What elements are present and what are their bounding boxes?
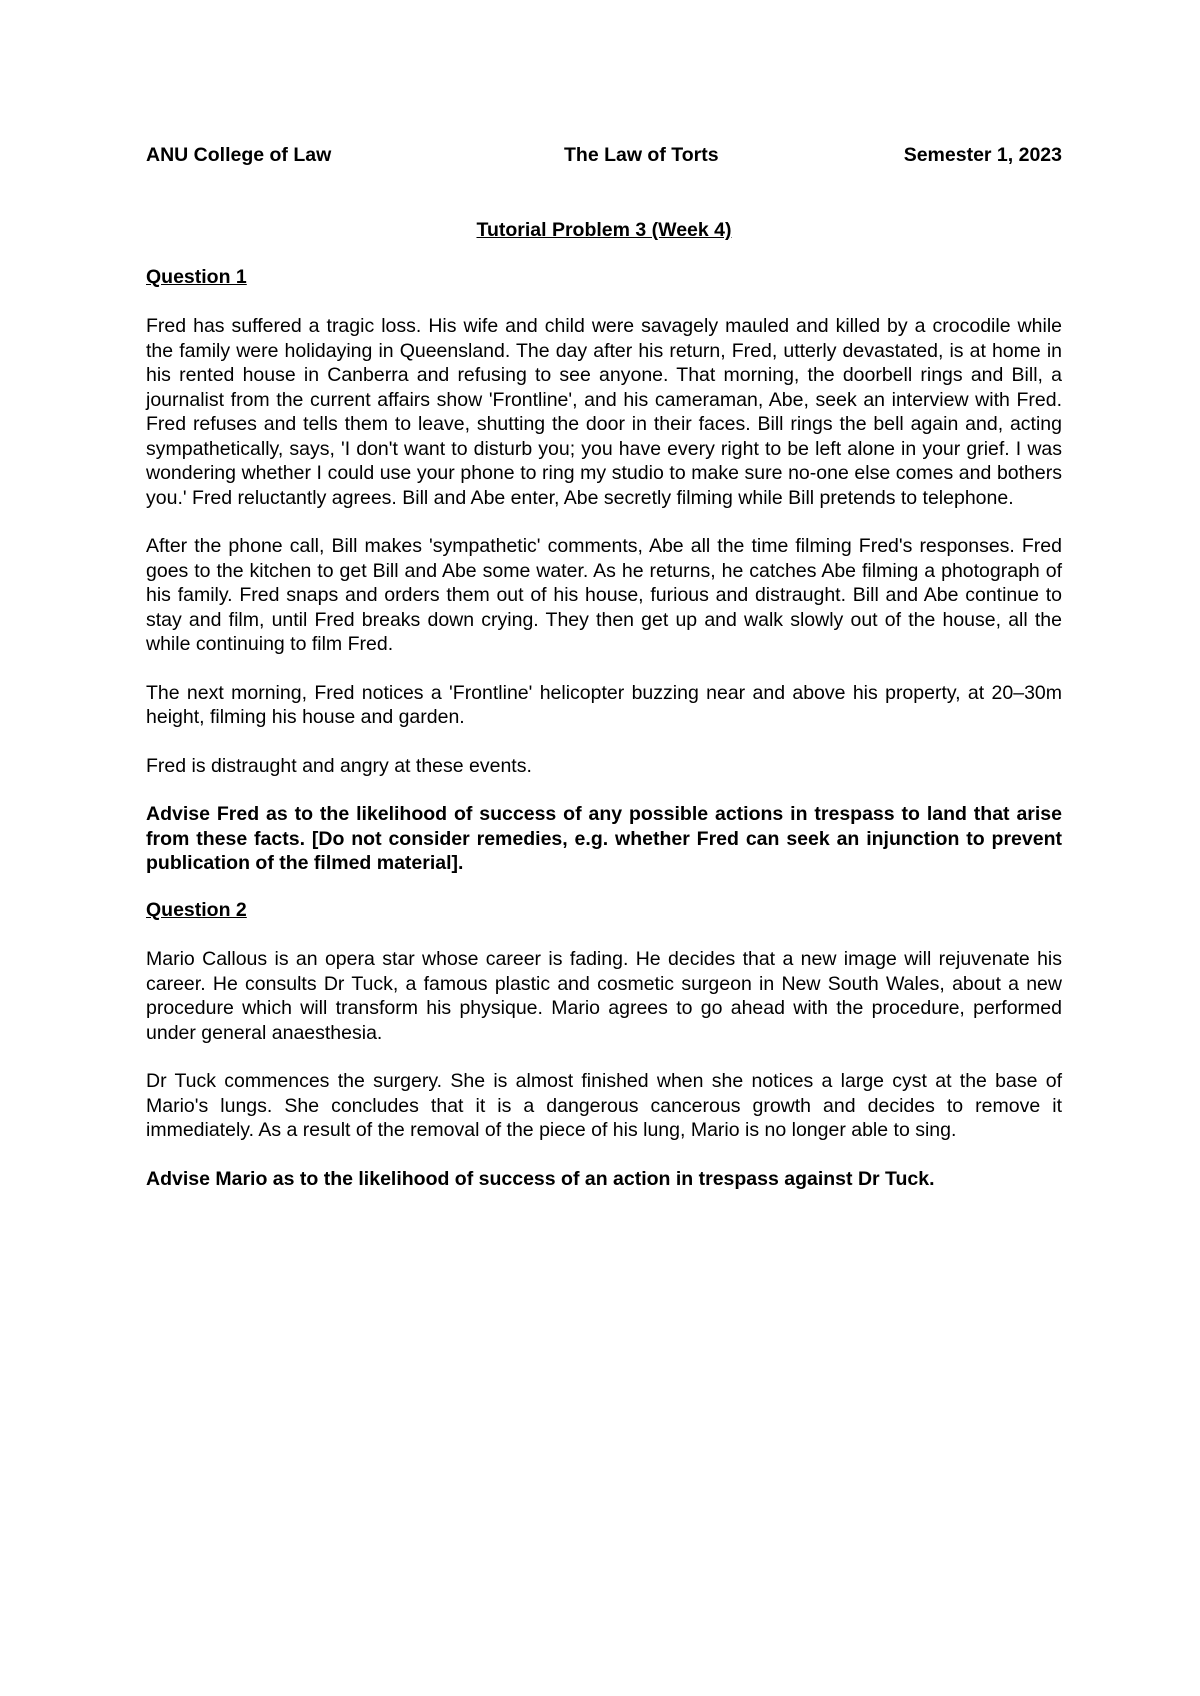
question-1-paragraph-3: The next morning, Fred notices a 'Frontline' helicopter buzzing near and above his property, at 20–30m height, filming his house and garden. bbox=[146, 681, 1062, 728]
question-1-heading: Question 1 bbox=[146, 265, 247, 288]
question-2-paragraph-1: Mario Callous is an opera star whose career is fading. He decides that a new image will rejuvenate his career. He consults Dr Tuck, a famous plastic and cosmetic surgeon in New South Wales, about a new procedure which will transform his physique. Mario agrees to go ahead with the procedure, performed under general anaesthesia. bbox=[146, 948, 1062, 1044]
question-1-paragraph-2: After the phone call, Bill makes 'sympathetic' comments, Abe all the time filming Fred's responses. Fred goes to the kitchen to get Bill and Abe some water. As he returns, he catches Abe filming a photograph of his family. Fred snaps and orders them out of his house, furious and distraught. Bill and Abe continue to stay and film, until Fred breaks down crying. They then get up and walk slowly out of the house, all the while continuing to film Fred. bbox=[146, 535, 1062, 655]
question-2-heading: Question 2 bbox=[146, 898, 247, 921]
question-1-instruction: Advise Fred as to the likelihood of success of any possible actions in trespass to land that arise from these facts. [Do not consider remedies, e.g. whether Fred can seek an injunction to prevent publication of the filmed material]. bbox=[146, 803, 1062, 874]
question-2-instruction: Advise Mario as to the likelihood of success of an action in trespass against Dr Tuck. bbox=[146, 1167, 935, 1190]
question-1-paragraph-4: Fred is distraught and angry at these events. bbox=[146, 754, 532, 777]
header-institution: ANU College of Law bbox=[146, 144, 332, 166]
question-1-paragraph-1: Fred has suffered a tragic loss. His wife and child were savagely mauled and killed by a crocodile while the family were holidaying in Queensland. The day after his return, Fred, utterly devastated, is at home in his rented house in Canberra and refusing to see anyone. That morning, the doorbell rings and Bill, a journalist from the current affairs show 'Frontline', and his cameraman, Abe, seek an interview with Fred. Fred refuses and tells them to leave, shutting the door in their faces. Bill rings the bell again and, acting sympathetically, says, 'I don't want to disturb you; you have every right to be left alone in your grief. I was wondering whether I could use your phone to ring my studio to make sure no-one else comes and bothers you.' Fred reluctantly agrees. Bill and Abe enter, Abe secretly filming while Bill pretends to telephone. bbox=[146, 315, 1062, 509]
header-semester: Semester 1, 2023 bbox=[903, 144, 1062, 166]
document-title: Tutorial Problem 3 (Week 4) bbox=[476, 219, 732, 241]
header-course: The Law of Torts bbox=[564, 144, 719, 166]
question-2-paragraph-2: Dr Tuck commences the surgery. She is almost finished when she notices a large cyst at the base of Mario's lungs. She concludes that it is a dangerous cancerous growth and decides to remove it immediately. As a result of the removal of the piece of his lung, Mario is no longer able to sing. bbox=[146, 1070, 1062, 1141]
document-header bbox=[146, 143, 1062, 169]
document-page bbox=[146, 143, 1062, 1191]
